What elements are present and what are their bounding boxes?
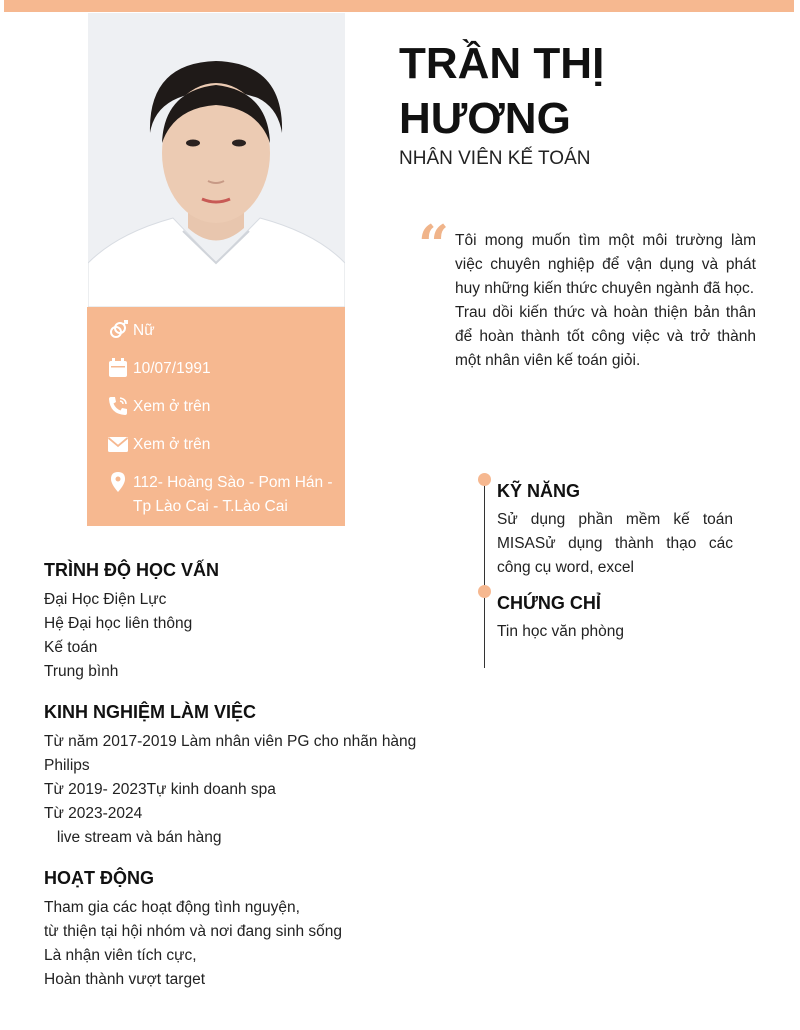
certificates-title: CHỨNG CHỈ bbox=[497, 593, 601, 613]
objective-paragraph: Trau dồi kiến thức và hoàn thiện bản thân để hoàn thành tốt công việc và trở thành một nhân viên kế toán giỏi. bbox=[455, 304, 756, 369]
timeline-line bbox=[484, 480, 485, 668]
activities-list bbox=[44, 896, 464, 992]
calendar-icon bbox=[107, 357, 129, 379]
experience-line: Từ 2023-2024 bbox=[44, 805, 143, 822]
contact-phone-value: Xem ở trên bbox=[133, 398, 211, 415]
top-accent-bar bbox=[4, 0, 794, 12]
contact-phone bbox=[107, 395, 339, 419]
contact-birthday-value: 10/07/1991 bbox=[133, 360, 211, 377]
experience-line: Philips bbox=[44, 757, 90, 774]
certificates-text: Tin học văn phòng bbox=[497, 623, 624, 640]
education-line: Đại Học Điện Lực bbox=[44, 591, 167, 608]
education-line: Hệ Đại học liên thông bbox=[44, 615, 193, 632]
job-title: NHÂN VIÊN KẾ TOÁN bbox=[399, 148, 591, 169]
contact-gender bbox=[107, 319, 339, 343]
education-list bbox=[44, 588, 444, 684]
contact-email-value: Xem ở trên bbox=[133, 436, 211, 453]
experience-line: Từ 2019- 2023Tự kinh doanh spa bbox=[44, 781, 276, 798]
contact-email bbox=[107, 433, 339, 457]
contact-address-value: 112- Hoàng Sào - Pom Hán - Tp Lào Cai - T.Lào Cai bbox=[133, 474, 333, 515]
experience-title: KINH NGHIỆM LÀM VIỆC bbox=[44, 702, 257, 722]
education-line: Kế toán bbox=[44, 639, 98, 656]
candidate-name: TRẦN THỊ HƯƠNG bbox=[399, 39, 605, 143]
career-objective bbox=[455, 229, 756, 373]
skills-text: Sử dụng phần mềm kế toán MISASử dụng thành thạo các công cụ word, excel bbox=[497, 511, 733, 576]
experience-line: live stream và bán hàng bbox=[44, 829, 222, 846]
timeline-dot bbox=[478, 473, 491, 486]
contact-gender-value: Nữ bbox=[133, 322, 155, 339]
contact-birthday bbox=[107, 357, 339, 381]
experience-list bbox=[44, 730, 464, 850]
contact-panel bbox=[87, 307, 345, 526]
activity-line: Tham gia các hoạt động tình nguyện, bbox=[44, 899, 300, 916]
activity-line: Hoàn thành vượt target bbox=[44, 971, 205, 988]
activities-title: HOẠT ĐỘNG bbox=[44, 868, 154, 888]
profile-photo bbox=[88, 13, 345, 307]
quote-icon: “ bbox=[418, 213, 450, 277]
gender-icon bbox=[107, 319, 129, 341]
contact-address bbox=[107, 471, 339, 519]
activity-line: từ thiện tại hội nhóm và nơi đang sinh sống bbox=[44, 923, 343, 940]
timeline-dot bbox=[478, 585, 491, 598]
skills-title: KỸ NĂNG bbox=[497, 481, 581, 501]
email-icon bbox=[107, 433, 129, 455]
education-line: Trung bình bbox=[44, 663, 119, 680]
phone-icon bbox=[107, 395, 129, 417]
activity-line: Là nhận viên tích cực, bbox=[44, 947, 197, 964]
objective-paragraph: Tôi mong muốn tìm một môi trường làm việc chuyên nghiệp để vận dụng và phát huy những kiến thức chuyên ngành đã học. bbox=[455, 232, 756, 297]
education-title: TRÌNH ĐỘ HỌC VẤN bbox=[44, 560, 219, 580]
location-icon bbox=[107, 471, 129, 493]
experience-line: Từ năm 2017-2019 Làm nhân viên PG cho nhãn hàng bbox=[44, 733, 417, 750]
